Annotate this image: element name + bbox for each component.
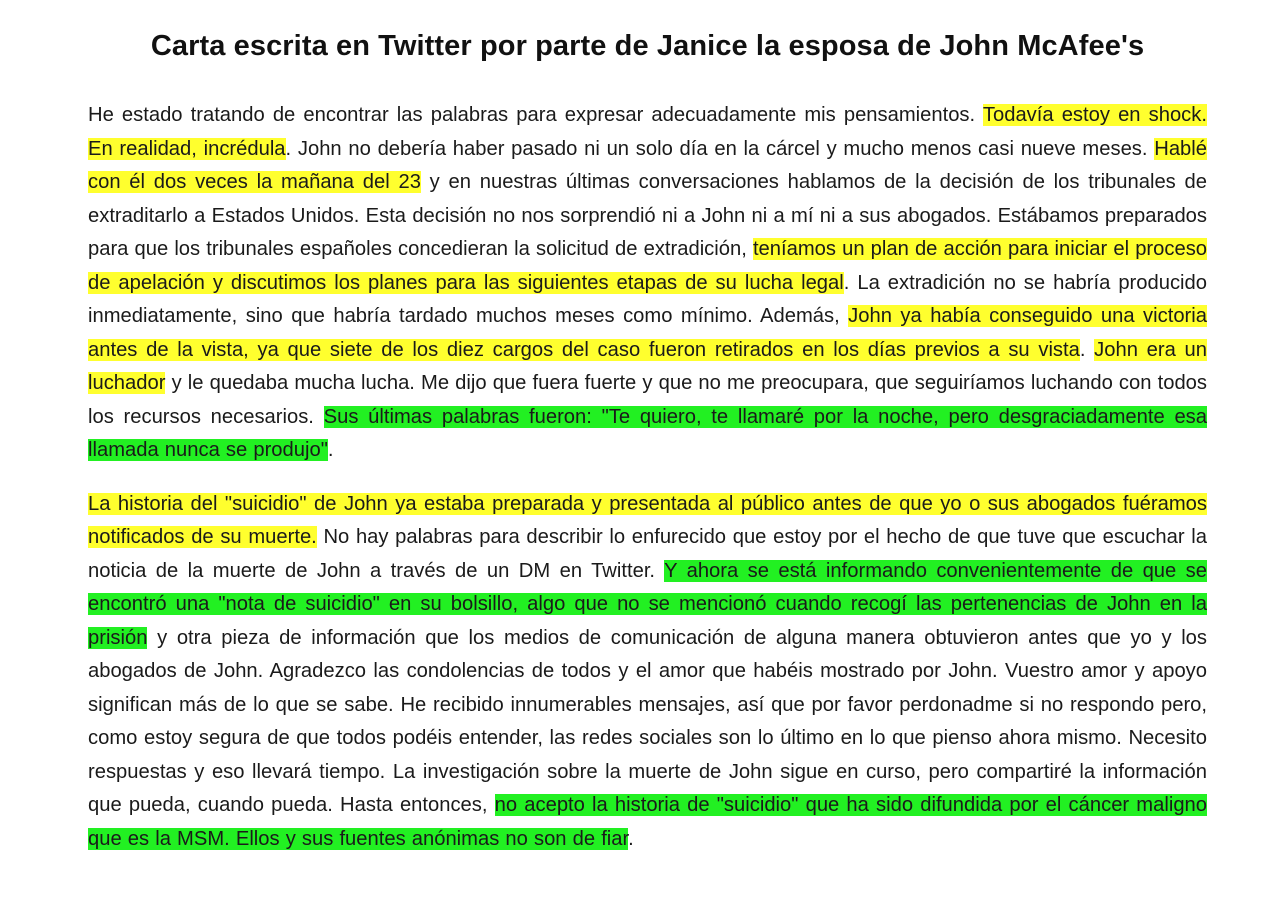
highlight-yellow: Hablé con él dos veces la mañana del 23 [88, 137, 1207, 193]
text-run: y le quedaba mucha lucha. Me dijo que fuera fuerte y que no me preocupara, que seguiríamos luchando con todos los recursos necesarios. [88, 372, 1207, 428]
text-run: . [1079, 338, 1095, 361]
text-run: No hay palabras para describir lo enfurecido que estoy por el hecho de que tuve que escuchar la noticia de la muerte de John a través de un DM en Twitter. [88, 526, 1207, 582]
highlight-yellow: John era un luchador [88, 338, 1207, 394]
highlight-yellow: La historia del "suicidio" de John ya estaba preparada y presentada al público antes de que yo o sus abogados fuéramos notificados de su muerte. [88, 492, 1207, 548]
highlight-green: Y ahora se está informando convenientemente de que se encontró una "nota de suicidio" en su bolsillo, algo que no se mencionó cuando recogí las pertenencias de John en la prisión [88, 559, 1207, 649]
text-run: y en nuestras últimas conversaciones hablamos de la decisión de los tribunales de extraditarlo a Estados Unidos. Esta decisión no nos sorprendió ni a John ni a mí ni a sus abogados. Estábamos preparados para que los tribunales españoles concedieran la solicitud de extradición, [88, 171, 1207, 260]
document-page [88, 22, 1207, 856]
paragraph-2 [88, 488, 1207, 857]
paragraph-1 [88, 99, 1207, 468]
highlight-green: Sus últimas palabras fueron: "Te quiero, te llamaré por la noche, pero desgraciadamente esa llamada nunca se produjo" [88, 405, 1207, 461]
text-run: . [327, 439, 334, 461]
highlight-yellow: John ya había conseguido una victoria antes de la vista, ya que siete de los diez cargos del caso fueron retirados en los días previos a su vista [88, 305, 1207, 361]
text-run: . La extradición no se habría producido inmediatamente, sino que habría tardado muchos meses como mínimo. Además, [88, 271, 1207, 327]
highlight-yellow: Todavía estoy en shock. En realidad, incrédula [88, 104, 1207, 160]
text-run: . [628, 827, 634, 850]
highlight-green: no acepto la historia de "suicidio" que ha sido difundida por el cáncer maligno que es la MSM. Ellos y sus fuentes anónimas no son de fiar [88, 794, 1208, 850]
highlight-yellow: teníamos un plan de acción para iniciar el proceso de apelación y discutimos los planes para las siguientes etapas de su lucha legal [88, 238, 1208, 294]
text-run: He estado tratando de encontrar las palabras para expresar adecuadamente mis pensamientos. [88, 104, 983, 126]
text-run: y otra pieza de información que los medios de comunicación de alguna manera obtuvieron antes que yo y los abogados de John. Agradezco las condolencias de todos y el amor que habéis mostrado por John. Vuestro amor y apoyo significan más de lo que se sabe. He recibido innumerables mensajes, así que por favor perdonadme si no respondo pero, como estoy segura de que todos podéis entender, las redes sociales son lo último en lo que pienso ahora mismo. Necesito respuestas y eso llevará tiempo. La investigación sobre la muerte de John sigue en curso, pero compartiré la información que pueda, cuando pueda. Hasta entonces, [88, 626, 1207, 816]
text-run: . John no debería haber pasado ni un solo día en la cárcel y mucho menos casi nueve meses. [285, 137, 1155, 160]
document-title: Carta escrita en Twitter por parte de Janice la esposa de John McAfee's [150, 30, 1145, 62]
